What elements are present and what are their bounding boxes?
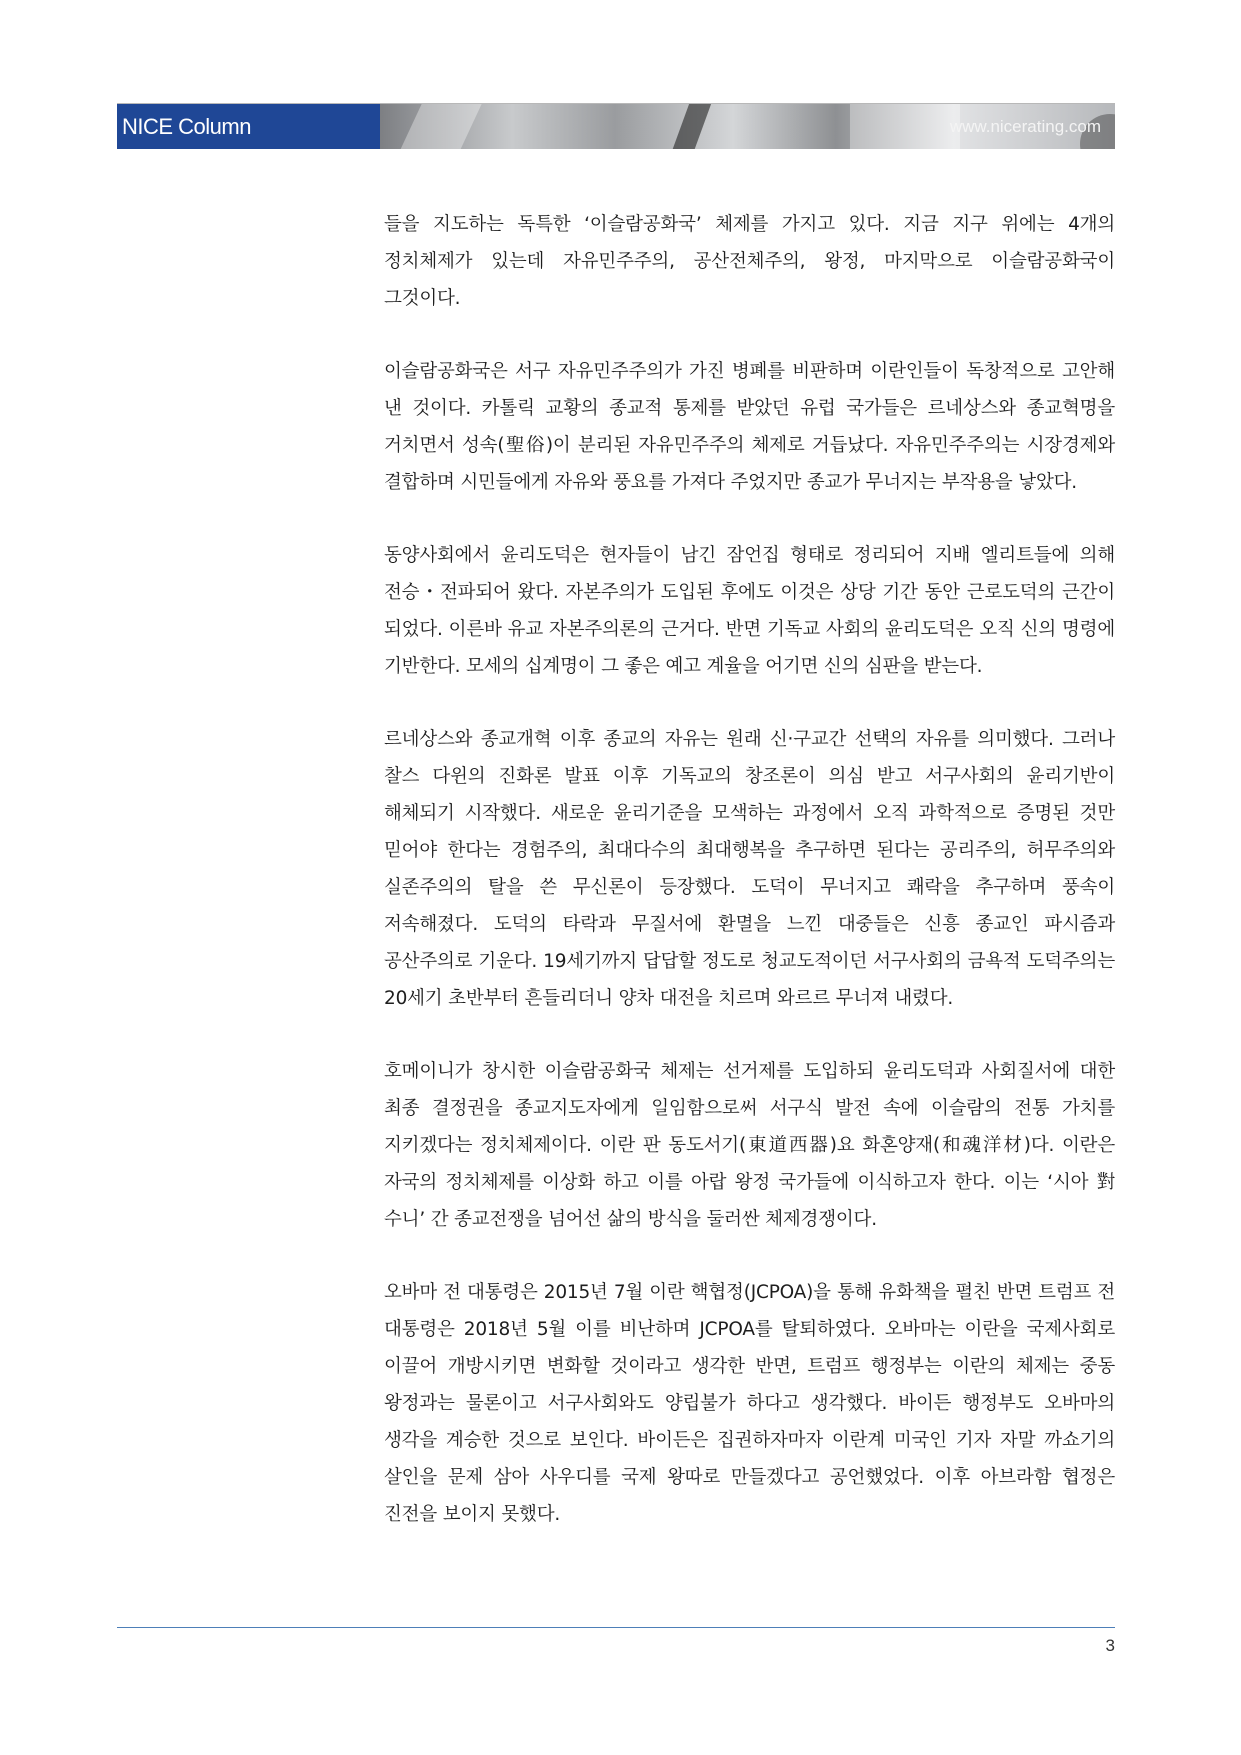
paragraph: 이슬람공화국은 서구 자유민주주의가 가진 병폐를 비판하며 이란인들이 독창적으로 고안해 낸 것이다. 카톨릭 교황의 종교적 통제를 받았던 유럽 국가들은 르네상스와 종교혁명을 거치면서 성속(聖俗)이 분리된 자유민주주의 체제로 거듭났다. 자유민주주의는 시장경제와 결합하며 시민들에게 자유와 풍요를 가져다 주었지만 종교가 무너지는 부작용을 낳았다. xyxy=(384,361,1115,493)
column-title: NICE Column xyxy=(117,104,380,149)
paragraph: 르네상스와 종교개혁 이후 종교의 자유는 원래 신·구교간 선택의 자유를 의미했다. 그러나 찰스 다윈의 진화론 발표 이후 기독교의 창조론이 의심 받고 서구사회의 윤리기반이 해체되기 시작했다. 새로운 윤리기준을 모색하는 과정에서 오직 과학적으로 증명된 것만 믿어야 한다는 경험주의, 최대다수의 최대행복을 추구하면 된다는 공리주의, 허무주의와 실존주의의 탈을 쓴 무신론이 등장했다. 도덕이 무너지고 쾌락을 추구하며 풍속이 저속해졌다. 도덕의 타락과 무질서에 환멸을 느낀 대중들은 신흥 종교인 파시즘과 공산주의로 기운다. 19세기까지 답답할 정도로 청교도적이던 서구사회의 금욕적 도덕주의는 20세기 초반부터 흔들리더니 양차 대전을 치르며 와르르 무너져 내렸다. xyxy=(384,729,1115,1009)
article-body xyxy=(384,206,1115,1569)
website-url: www.nicerating.com xyxy=(949,116,1101,136)
footer-divider xyxy=(117,1627,1115,1628)
banner-decoration xyxy=(394,104,487,149)
paragraph: 들을 지도하는 독특한 ‘이슬람공화국’ 체제를 가지고 있다. 지금 지구 위에는 4개의 정치체제가 있는데 자유민주주의, 공산전체주의, 왕정, 마지막으로 이슬람공화국이 그것이다. xyxy=(384,214,1115,309)
page-number: 3 xyxy=(1105,1636,1115,1655)
header-banner-image xyxy=(380,104,1115,149)
page-header xyxy=(117,104,1115,149)
banner-decoration xyxy=(669,104,713,149)
paragraph: 동양사회에서 윤리도덕은 현자들이 남긴 잠언집 형태로 정리되어 지배 엘리트들에 의해 전승・전파되어 왔다. 자본주의가 도입된 후에도 이것은 상당 기간 동안 근로도덕의 근간이 되었다. 이른바 유교 자본주의론의 근거다. 반면 기독교 사회의 윤리도덕은 오직 신의 명령에 기반한다. 모세의 십계명이 그 좋은 예고 계율을 어기면 신의 심판을 받는다. xyxy=(384,545,1115,677)
banner-decoration xyxy=(850,104,960,149)
paragraph: 호메이니가 창시한 이슬람공화국 체제는 선거제를 도입하되 윤리도덕과 사회질서에 대한 최종 결정권을 종교지도자에게 일임함으로써 서구식 발전 속에 이슬람의 전통 가치를 지키겠다는 정치체제이다. 이란 판 동도서기(東道西器)요 화혼양재(和魂洋材)다. 이란은 자국의 정치체제를 이상화 하고 이를 아랍 왕정 국가들에 이식하고자 한다. 이는 ‘시아 對 수니’ 간 종교전쟁을 넘어선 삶의 방식을 둘러싼 체제경쟁이다. xyxy=(384,1061,1115,1230)
paragraph: 오바마 전 대통령은 2015년 7월 이란 핵협정(JCPOA)을 통해 유화책을 펼친 반면 트럼프 전 대통령은 2018년 5월 이를 비난하며 JCPOA를 탈퇴하였다. 오바마는 이란을 국제사회로 이끌어 개방시키면 변화할 것이라고 생각한 반면, 트럼프 행정부는 이란의 체제는 중동 왕정과는 물론이고 서구사회와도 양립불가 하다고 생각했다. 바이든 행정부도 오바마의 생각을 계승한 것으로 보인다. 바이든은 집권하자마자 이란계 미국인 기자 자말 까쇼기의 살인을 문제 삼아 사우디를 국제 왕따로 만들겠다고 공언했었다. 이후 아브라함 협정은 진전을 보이지 못했다. xyxy=(384,1282,1115,1525)
